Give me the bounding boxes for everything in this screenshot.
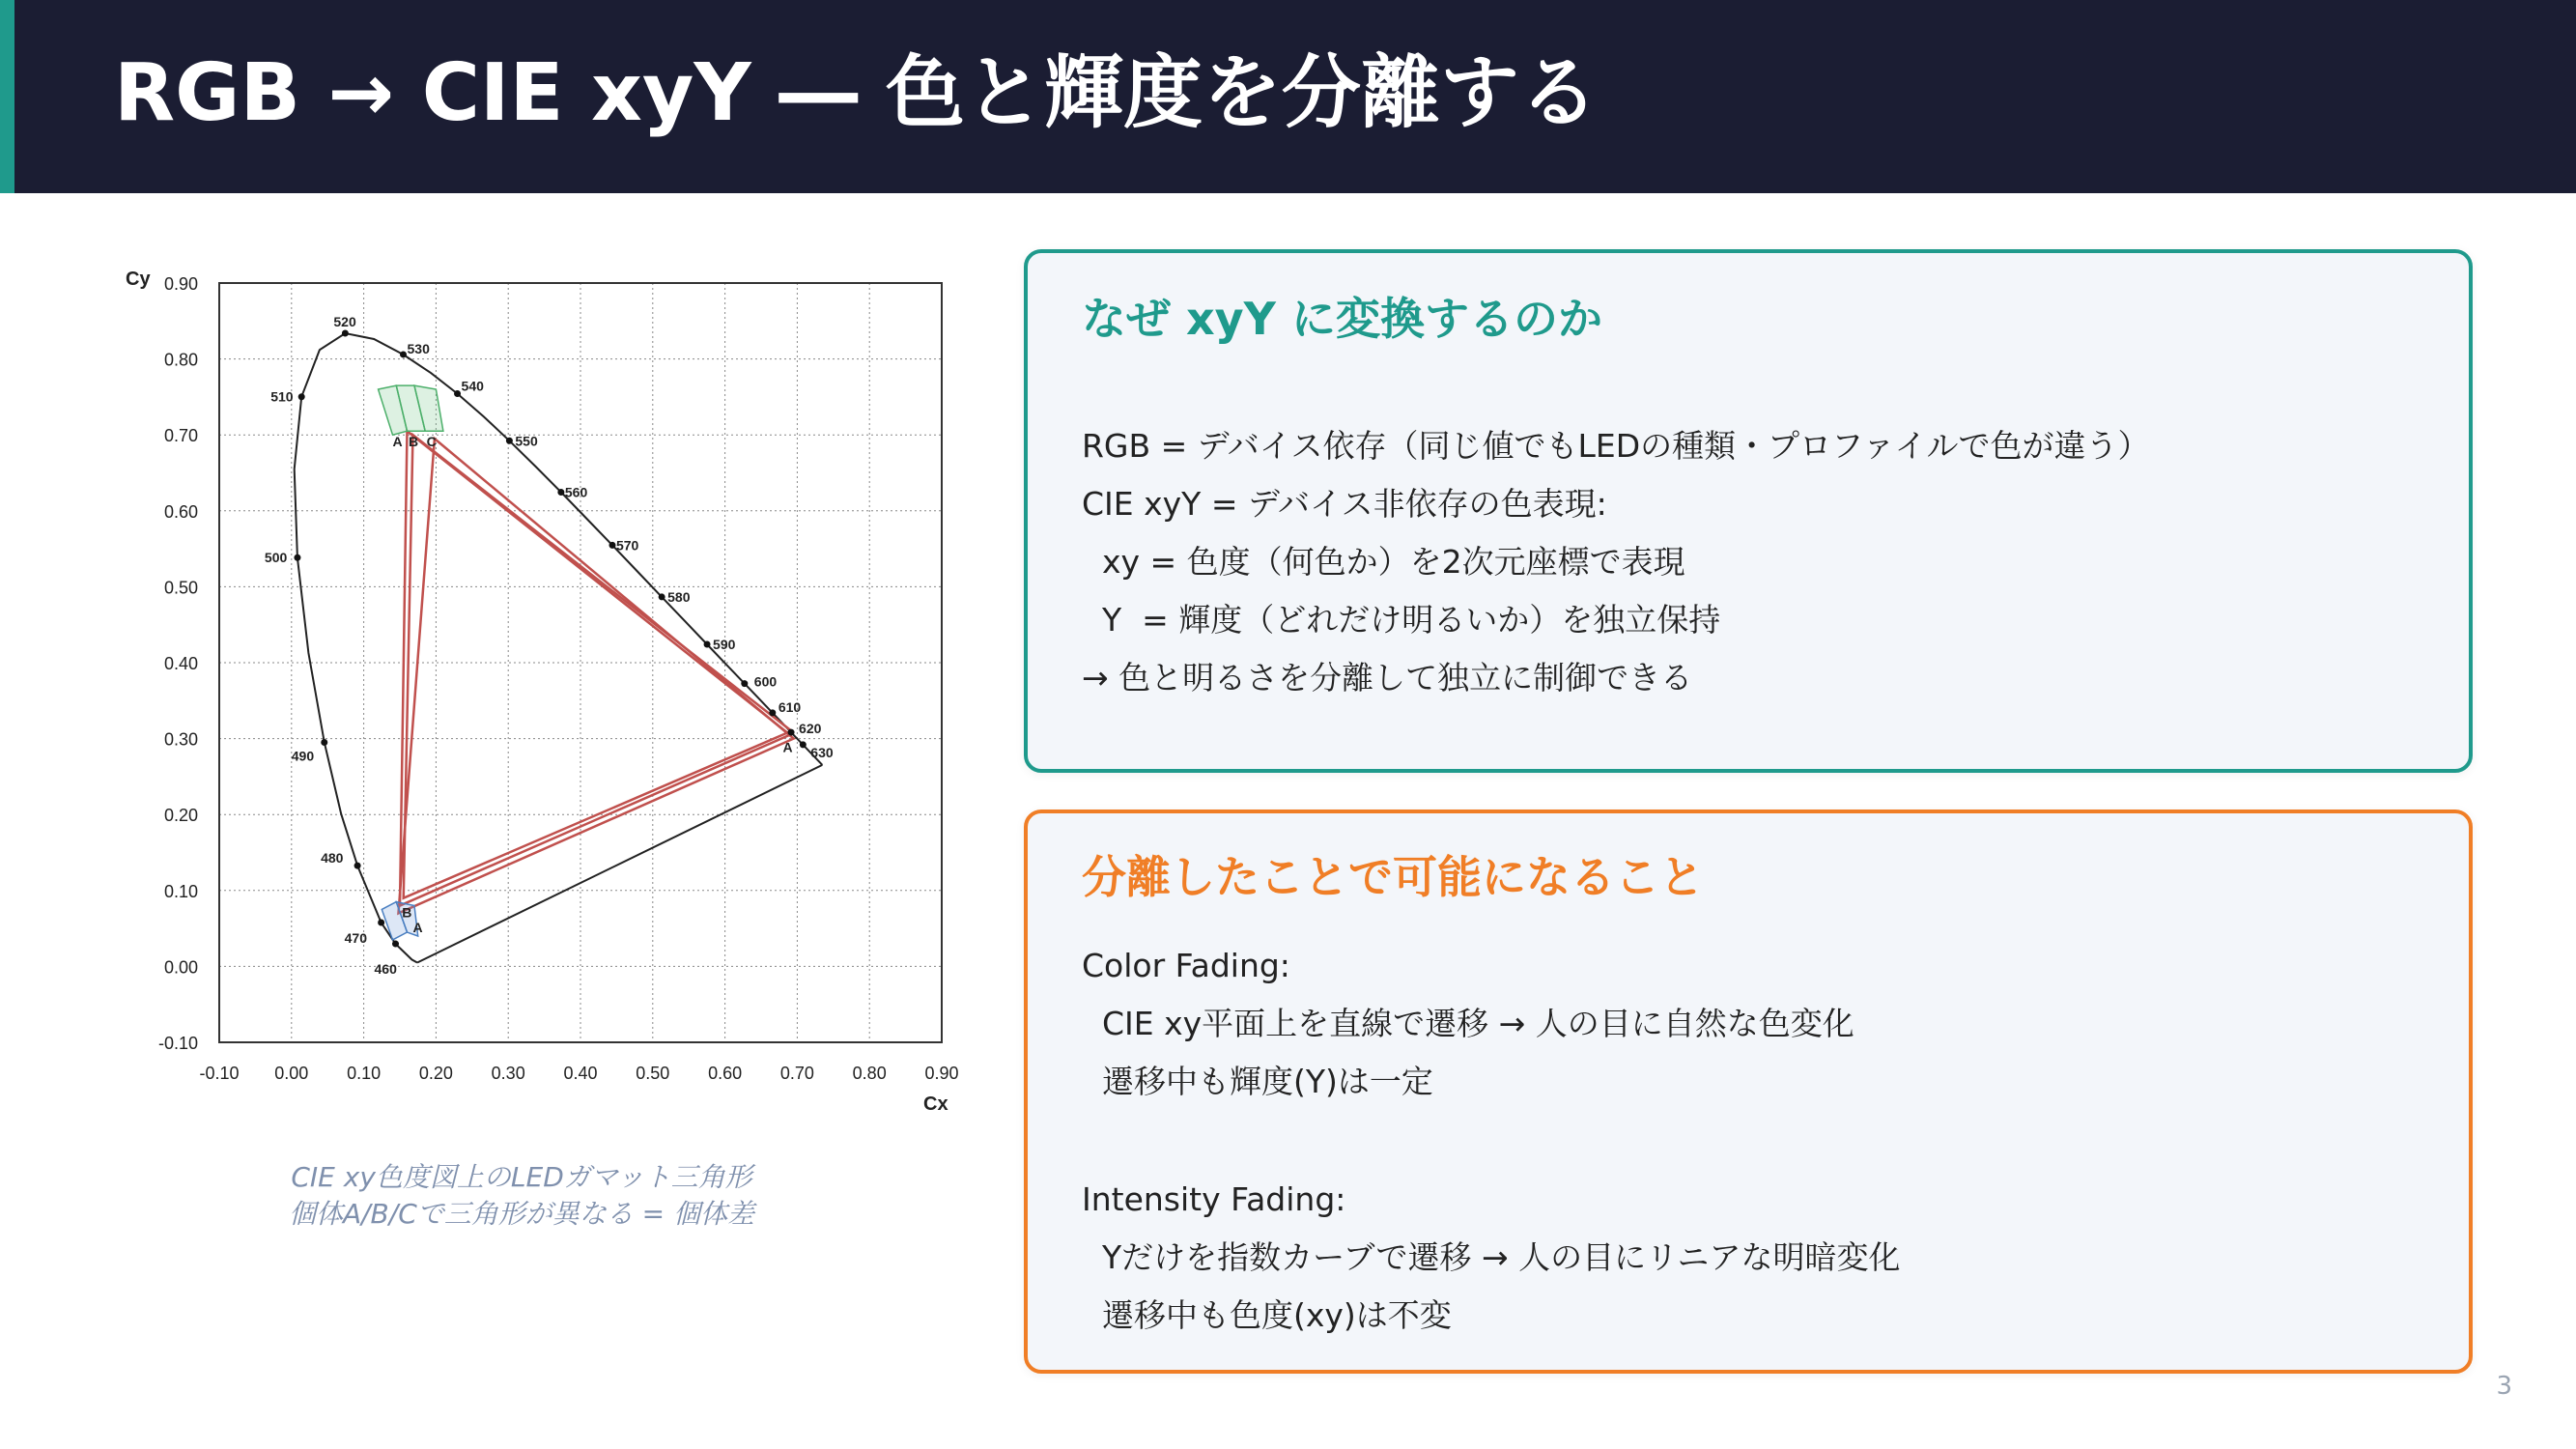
what-line-6: 遷移中も色度(xy)は不変 [1082, 1296, 1452, 1334]
wavelength-label: 480 [321, 850, 344, 867]
gamut-point-label: A [782, 739, 793, 755]
what-line-5: Yだけを指数カーブで遷移 → 人の目にリニアな明暗変化 [1082, 1238, 1901, 1276]
wavelength-label: 600 [753, 673, 778, 690]
y-tick-label: 0.80 [163, 350, 198, 370]
x-tick-label: 0.70 [779, 1064, 814, 1083]
y-tick-label: -0.10 [157, 1034, 198, 1053]
why-line-2: CIE xyY = デバイス非依存の色表現: [1082, 485, 1607, 523]
y-tick-label: 0.00 [163, 957, 198, 978]
x-tick-label: 0.20 [418, 1064, 453, 1083]
wavelength-label: 610 [778, 698, 802, 715]
what-line-3: 遷移中も輝度(Y)は一定 [1082, 1063, 1433, 1100]
wavelength-dot [342, 330, 349, 337]
wavelength-label: 570 [615, 537, 639, 554]
wavelength-dot [557, 489, 564, 496]
spectral-locus [295, 333, 823, 963]
page-number: 3 [2496, 1372, 2512, 1401]
wavelength-label: 540 [461, 378, 484, 394]
why-xyy-title: なぜ xyY に変換するのか [1082, 293, 1602, 345]
wavelength-label: 580 [667, 588, 691, 605]
wavelength-dot [788, 729, 795, 736]
y-tick-label: 0.70 [163, 426, 198, 446]
wavelength-label: 560 [564, 484, 588, 500]
what-line-4: Intensity Fading: [1082, 1180, 1346, 1218]
header-bar [0, 0, 2576, 193]
caption-line-1: CIE xy色度図上のLEDガマット三角形 [291, 1161, 752, 1193]
wavelength-dot [400, 351, 407, 357]
wavelength-label: 620 [799, 721, 822, 737]
wavelength-label: 470 [344, 929, 367, 946]
why-line-1: RGB = デバイス依存（同じ値でもLEDの種類・プロファイルで色が違う） [1082, 427, 2150, 465]
wavelength-dot [454, 390, 461, 397]
wavelength-label: 520 [333, 314, 356, 330]
cie-chromaticity-diagram [116, 256, 985, 1135]
y-tick-label: 0.50 [163, 578, 198, 598]
wavelength-dot [392, 941, 399, 948]
y-tick-labels [158, 274, 198, 1053]
gamut-point-label: A [392, 433, 403, 449]
y-axis-label: Cy [126, 269, 151, 290]
cie-diagram-svg [116, 256, 985, 1135]
y-tick-label: 0.20 [163, 806, 198, 826]
x-axis-label: Cx [923, 1094, 948, 1115]
purple-line [417, 765, 822, 963]
x-tick-label: 0.60 [708, 1064, 743, 1083]
wavelength-dot [354, 863, 361, 869]
wavelength-label: 500 [264, 550, 288, 566]
caption-line-2: 個体A/B/Cで三角形が異なる = 個体差 [288, 1198, 755, 1230]
wavelength-dot [704, 640, 711, 647]
wavelength-label: 510 [270, 388, 294, 405]
y-tick-label: 0.90 [163, 274, 198, 294]
x-tick-label: 0.40 [563, 1064, 598, 1083]
wavelength-label: 590 [713, 636, 736, 652]
green-gamut-cluster [379, 385, 443, 435]
wavelength-dot [609, 542, 615, 549]
gamut-point-label: B [402, 904, 412, 921]
wavelength-dot [800, 741, 807, 748]
x-tick-label: 0.10 [347, 1064, 382, 1083]
what-line-1: Color Fading: [1082, 947, 1290, 984]
x-tick-label: 0.30 [491, 1064, 525, 1083]
x-tick-label: 0.50 [636, 1064, 670, 1083]
wavelength-dot [378, 919, 384, 925]
led-gamut-triangle [404, 435, 792, 897]
wavelength-dot [741, 680, 748, 687]
wavelength-dot [659, 593, 665, 600]
what-possible-title: 分離したことで可能になること [1082, 851, 1704, 903]
diagram-grid [219, 283, 942, 1042]
wavelength-dot [769, 709, 776, 716]
wavelength-label: 530 [407, 340, 430, 356]
why-line-4: Y = 輝度（どれだけ明るいか）を独立保持 [1082, 601, 1721, 639]
header-accent-stripe [0, 0, 14, 193]
what-line-2: CIE xy平面上を直線で遷移 → 人の目に自然な色変化 [1082, 1005, 1854, 1042]
x-tick-label: 0.90 [924, 1064, 959, 1083]
y-tick-label: 0.30 [163, 729, 198, 750]
led-gamut-triangle [399, 439, 794, 913]
y-tick-label: 0.60 [163, 501, 198, 522]
y-tick-label: 0.10 [163, 881, 198, 901]
x-tick-label: -0.10 [199, 1064, 240, 1083]
page-title: RGB → CIE xyY ― 色と輝度を分離する [114, 47, 1599, 139]
wavelength-labels [265, 314, 834, 977]
wavelength-label: 550 [515, 433, 538, 449]
wavelength-label: 630 [810, 744, 834, 760]
why-line-3: xy = 色度（何色か）を2次元座標で表現 [1082, 543, 1685, 581]
x-tick-labels [199, 1064, 958, 1083]
wavelength-label: 490 [291, 748, 315, 764]
why-xyy-card [1024, 249, 2473, 773]
wavelength-label: 460 [374, 961, 397, 978]
gamut-point-label: B [408, 433, 419, 449]
wavelength-dot [321, 739, 327, 746]
figure-caption [232, 1159, 811, 1233]
x-tick-label: 0.80 [852, 1064, 887, 1083]
wavelength-dot [298, 393, 305, 400]
led-gamut-triangle [400, 431, 793, 905]
wavelength-dot [294, 554, 300, 561]
gamut-point-label: C [426, 433, 437, 449]
what-possible-card [1024, 810, 2473, 1374]
wavelength-dot [506, 438, 513, 444]
x-tick-label: 0.00 [274, 1064, 309, 1083]
gamut-point-label: A [412, 920, 423, 936]
y-tick-label: 0.40 [163, 654, 198, 673]
why-line-5: → 色と明るさを分離して独立に制御できる [1082, 659, 1693, 696]
